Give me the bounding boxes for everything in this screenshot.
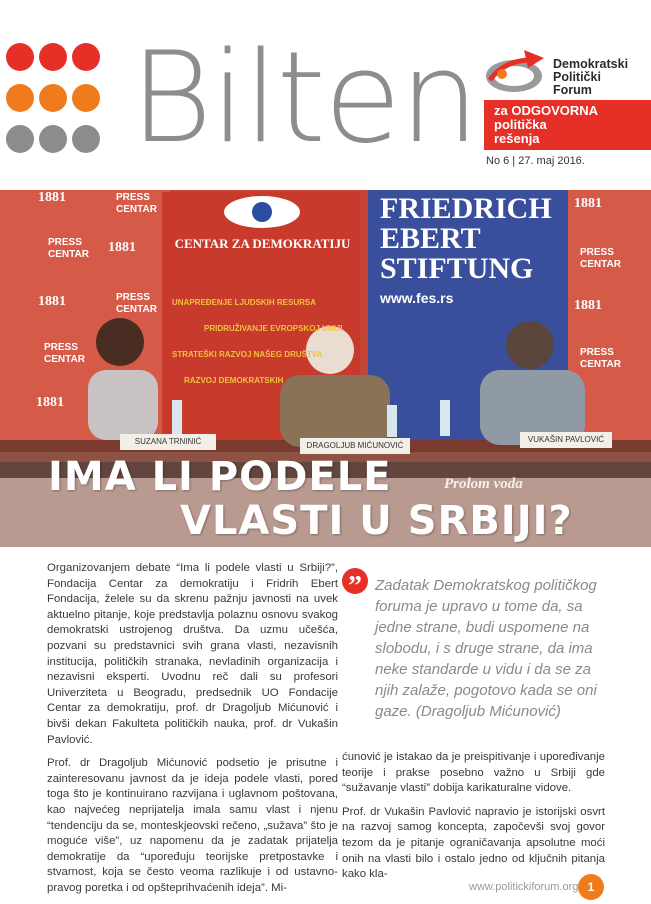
org-line: Demokratski (553, 57, 629, 71)
logo-dot (39, 43, 67, 71)
headline-line-2: VLASTI U SRBIJI? (180, 498, 573, 544)
tagline-line: rešenja (494, 131, 540, 146)
org-line: Forum (553, 83, 592, 97)
nameplate: DRAGOLJUB MIĆUNOVIĆ (300, 438, 410, 454)
banner-item: RAZVOJ DEMOKRATSKIH (184, 376, 284, 385)
banner-item: UNAPREĐENJE LJUDSKIH RESURSA (172, 298, 317, 307)
quote-mark-icon: ” (342, 568, 368, 594)
press-label: PRESS CENTAR (116, 192, 157, 215)
page-number: 1 (578, 874, 604, 900)
logo-dot (6, 125, 34, 153)
banner-fes (380, 194, 552, 284)
org-line: Politički (553, 70, 601, 84)
banner-center-items (172, 290, 352, 394)
logo-dot (72, 84, 100, 112)
footer-url[interactable]: www.politickiforum.org (469, 881, 579, 893)
article-paragraph: Prof. dr Dragoljub Mićunović podsetio je prisutne i zainteresovanu javnost da je ideja podele vlasti, pored toga što je kontinuirano razvijana i uglavnom poštovana, kao najvećeg neprijatelja imala samu vlast i njenu “tendenciju da se, monteskjeovski rečeno, „sužava” što je moguće više”, uz napomenu da je zadatak prijatelja demokratije da “upoređuju teorijske pretpostavke i stvarnost, koja se često veoma razlikuje i od ustavno-pravog poretka i od opšteprihvaćenih ideja”. Mi- (47, 757, 338, 894)
press-label: PRESS CENTAR (48, 237, 89, 260)
article-paragraph: ćunović je istakao da je preispitivanje i upoređivanje teorije i prakse posebno važno u Srbiji gde “sužavanje vlasti” dobija karikaturalne vidove. (342, 751, 605, 795)
press-label: PRESS CENTAR (580, 247, 621, 270)
banner-center-title: CENTAR ZA DEMOKRATIJU (174, 236, 351, 251)
tagline-line: za ODGOVORNA (494, 103, 599, 118)
banner-item: PRIDRUŽIVANJE EVROPSKOJ UNIJI (204, 324, 343, 333)
nameplate: VUKAŠIN PAVLOVIĆ (520, 432, 612, 448)
press-label: PRESS CENTAR (116, 292, 157, 315)
masthead-title: Bilten (130, 24, 478, 171)
tagline-line: politička (494, 117, 547, 132)
press-year: 1881 (574, 196, 602, 211)
banner-item: STRATEŠKI RAZVOJ NAŠEG DRUŠTVA (172, 350, 323, 359)
article-left-column (47, 561, 338, 904)
issue-info: No 6 | 27. maj 2016. (486, 155, 585, 167)
press-label: PRESS CENTAR (44, 342, 85, 365)
dots-logo (0, 0, 130, 170)
logo-dot (39, 125, 67, 153)
organization-name (553, 58, 643, 97)
logo-dot (72, 125, 100, 153)
fes-line: FRIEDRICH (380, 192, 552, 225)
logo-dot (6, 84, 34, 112)
hero-photo (0, 190, 651, 547)
nameplate: SUZANA TRNINIĆ (120, 434, 216, 450)
article-paragraph: Organizovanjem debate “Ima li podele vlasti u Srbiji?”, Fondacija Centar za demokratiju i Fridrih Ebert Fondacija, želele su da skrenu pažnju javnosti na uvek aktuelno pitanje, koje predstavlja polaznu osnovu svakog demokratski ustrojenog društva. Da uzmu učešća, pozvani su predstavnici svih grana vlasti, nezavisnih institucija, političkih stranaka, nevladinih organizacija i nezavisni eksperti. Uvodnu reč dali su profesori Univerziteta u Beogradu, predsednik UO Fondacije Centar za demokratiju, prof. dr Dragoljub Mićunović i bivši dekan Fakulteta političkih nauka, prof. dr Vukašin Pavlović. (47, 562, 338, 746)
tagline-box (484, 100, 651, 150)
press-label: PRESS CENTAR (580, 347, 621, 370)
article-paragraph: Prof. dr Vukašin Pavlović napravio je istorijski osvrt na razvoj samog koncepta, započevši svoj govor tezom da je pitanje ograničavanja apsolutne moći onih na vlasti bilo i ostalo jedno od ključnih pitanja kako kla- (342, 805, 605, 881)
fes-line: STIFTUNG (380, 252, 534, 285)
article-right-column (342, 750, 605, 891)
bottle-label: Prolom voda (444, 476, 523, 492)
logo-dot (6, 43, 34, 71)
fes-url: www.fes.rs (380, 290, 454, 306)
dpf-logo-icon (484, 46, 552, 96)
pull-quote: Zadatak Demokratskog političkog foruma je upravo u tome da, sa jedne strane, budi uspomene na slobodu, i s druge strane, da ima neke standarde u vidu i da se za njih zalaže, pogotovo kada se oni gaze. (Dragoljub Mićunović) (375, 577, 597, 720)
fes-line: EBERT (380, 222, 481, 255)
press-year: 1881 (38, 294, 66, 309)
logo-dot (72, 43, 100, 71)
press-year: 1881 (574, 298, 602, 313)
press-year: 1881 (38, 190, 66, 205)
press-year: 1881 (108, 240, 136, 255)
press-year: 1881 (36, 395, 64, 410)
headline-line-1: IMA LI PODELE (48, 454, 392, 500)
logo-dot (39, 84, 67, 112)
